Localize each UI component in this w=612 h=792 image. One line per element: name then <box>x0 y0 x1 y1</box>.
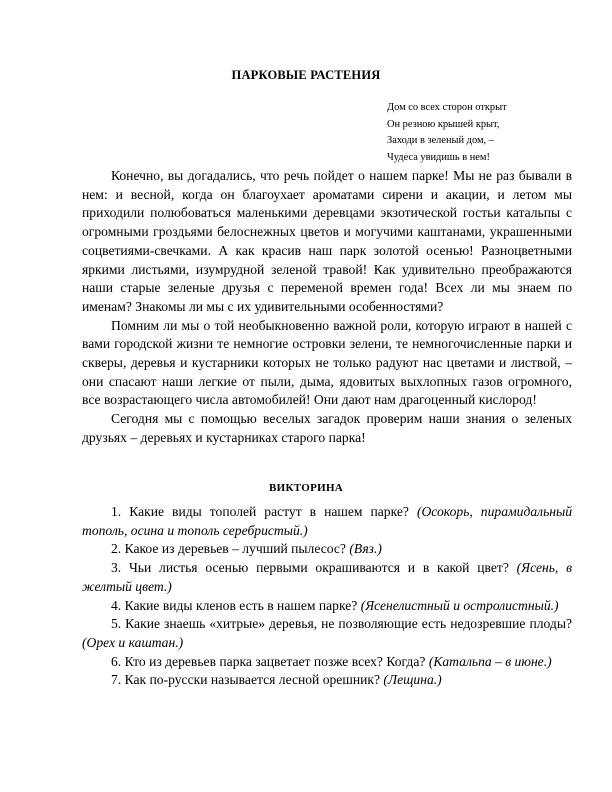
epigraph-line: Заходи в зеленый дом, – <box>387 135 494 146</box>
intro-text <box>82 167 572 448</box>
question-text: 7. Как по-русски называется лесной орешник? <box>111 672 384 688</box>
answer-text: (Лещина.) <box>383 672 442 688</box>
quiz-question <box>82 503 572 540</box>
question-text: 3. Чьи листья осенью первыми окрашиваются и в какой цвет? <box>111 560 517 576</box>
answer-text: (Орех и каштан.) <box>82 634 184 650</box>
question-text: 4. Какие виды кленов есть в нашем парке? <box>111 597 361 613</box>
quiz-question <box>82 540 572 559</box>
answer-text: (Катальпа – в июне.) <box>428 653 552 669</box>
epigraph-line: Он резною крышей крыт, <box>387 118 500 130</box>
question-text: 2. Какое из деревьев – лучший пылесос? <box>111 541 350 557</box>
epigraph-line: Дом со всех сторон открыт <box>387 102 507 113</box>
paragraph: Конечно, вы догадались, что речь пойдет о нашем парке! Мы не раз бывали в нем: и весной, когда он благоухает ароматами сирени и акации, и летом мы приходили полюбоваться маленькими деревцами экзотической гостьи катальпы с огромными гроздьями белоснежных цветов и могучими каштанами, украшенными соцветиями-свечками. А как красив наш парк золотой осенью! Разноцветными яркими листьями, изумрудной зеленой травой! Как удивительно преображаются наши старые зеленые друзья с переменой времен года! Всех ли мы знаем по именам? Знакомы ли мы с их удивительными особенностями? <box>82 168 572 314</box>
question-text: 5. Какие знаешь «хитрые» деревья, не позволяющие есть недозревшие плоды? <box>111 616 572 632</box>
paragraph: Сегодня мы с помощью веселых загадок проверим наши знания о зеленых друзьях – деревьях и кустарниках старого парка! <box>82 411 572 445</box>
question-text: 1. Какие виды тополей растут в нашем парке? <box>111 504 417 519</box>
question-text: 6. Кто из деревьев парка зацветает позже всех? Когда? <box>111 653 429 669</box>
answer-text: (Ясень, в желтый цвет.) <box>82 560 572 594</box>
quiz-question <box>82 559 572 596</box>
epigraph-poem <box>387 100 587 166</box>
answer-text: (Ясенелистный и остролистный.) <box>360 597 559 613</box>
quiz-question <box>82 653 572 672</box>
answer-text: (Вяз.) <box>349 541 382 557</box>
quiz-question <box>82 615 572 652</box>
quiz-question <box>82 597 572 616</box>
answer-text: (Осокорь, пирамидальный тополь, осина и тополь серебристый.) <box>82 504 573 538</box>
quiz-question <box>82 671 572 690</box>
quiz-questions <box>82 503 572 690</box>
epigraph-line: Чудеса увидишь в нем! <box>387 151 490 163</box>
page-title: ПАРКОВЫЕ РАСТЕНИЯ <box>231 68 381 82</box>
paragraph: Помним ли мы о той необыкновенно важной роли, которую играют в нашей с вами городской жизни те немногие островки зелени, те немногочисленные парки и скверы, деревья и кустарники которых не только радуют нас цветами и листвой, – они спасают наши легкие от пыли, дыма, ядовитых выхлопных газов огромного, все возрастающего числа автомобилей! Они дают нам драгоценный кислород! <box>82 317 572 408</box>
quiz-heading: ВИКТОРИНА <box>268 482 344 494</box>
